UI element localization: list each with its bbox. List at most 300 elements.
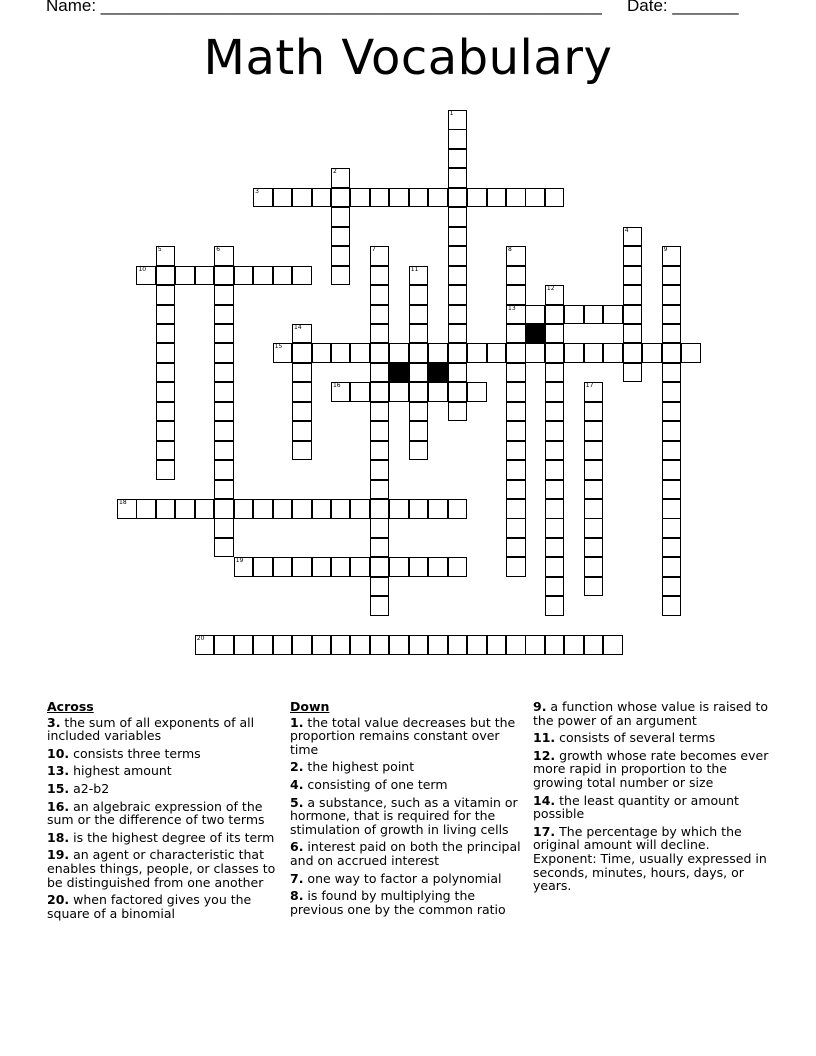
crossword-cell[interactable] — [409, 285, 429, 305]
crossword-cell[interactable] — [525, 305, 545, 325]
clue-text: one way to factor a polynomial — [303, 870, 502, 886]
crossword-cell[interactable] — [487, 343, 507, 363]
crossword-cell[interactable] — [584, 460, 604, 480]
crossword-cell[interactable] — [175, 499, 195, 519]
crossword-cell[interactable] — [662, 421, 682, 441]
crossword-cell[interactable] — [273, 343, 293, 363]
crossword-cell[interactable] — [292, 635, 312, 655]
clue-item — [290, 889, 528, 916]
date-label: Date: — [627, 0, 673, 15]
crossword-cell[interactable] — [506, 188, 526, 208]
crossword-cell[interactable] — [428, 499, 448, 519]
crossword-cell[interactable] — [292, 421, 312, 441]
clue-number: 7. — [290, 870, 304, 886]
crossword-cell[interactable] — [370, 266, 390, 286]
crossword-cell[interactable] — [409, 421, 429, 441]
crossword-cell[interactable] — [214, 441, 234, 461]
crossword-cell[interactable] — [506, 285, 526, 305]
crossword-cell[interactable] — [156, 343, 176, 363]
crossword-cell[interactable] — [331, 227, 351, 247]
crossword-cell[interactable] — [312, 499, 332, 519]
clue-item — [533, 825, 773, 893]
crossword-cell[interactable] — [603, 343, 623, 363]
crossword-cell[interactable] — [506, 480, 526, 500]
crossword-cell[interactable] — [214, 343, 234, 363]
crossword-cell[interactable] — [156, 460, 176, 480]
crossword-cell[interactable] — [409, 635, 429, 655]
crossword-cell[interactable] — [409, 324, 429, 344]
crossword-cell[interactable] — [623, 324, 643, 344]
crossword-cell[interactable] — [370, 402, 390, 422]
crossword-cell[interactable] — [156, 499, 176, 519]
crossword-cell[interactable] — [681, 343, 701, 363]
crossword-cell[interactable] — [273, 266, 293, 286]
crossword-cell[interactable] — [331, 266, 351, 286]
crossword-cell[interactable] — [662, 577, 682, 597]
crossword-cell[interactable] — [214, 363, 234, 383]
crossword-cell[interactable] — [214, 460, 234, 480]
crossword-cell[interactable] — [467, 635, 487, 655]
crossword-cell[interactable] — [370, 441, 390, 461]
crossword-cell[interactable] — [370, 557, 390, 577]
crossword-cell[interactable] — [662, 266, 682, 286]
crossword-cell[interactable] — [487, 635, 507, 655]
crossword-cell[interactable] — [409, 363, 429, 383]
clue-item — [533, 794, 773, 821]
crossword-cell[interactable] — [428, 557, 448, 577]
crossword-cell[interactable] — [545, 538, 565, 558]
crossword-cell[interactable] — [662, 324, 682, 344]
clue-text: highest amount — [69, 763, 172, 779]
crossword-cell[interactable] — [662, 363, 682, 383]
crossword-cell[interactable] — [214, 266, 234, 286]
crossword-cell[interactable] — [214, 285, 234, 305]
crossword-cell[interactable] — [409, 305, 429, 325]
clue-item — [290, 796, 528, 837]
crossword-cell[interactable] — [662, 538, 682, 558]
clue-text: the highest point — [303, 759, 415, 775]
crossword-cell[interactable] — [662, 480, 682, 500]
crossword-cell[interactable] — [584, 518, 604, 538]
crossword-cell[interactable] — [448, 129, 468, 149]
crossword-cell[interactable] — [448, 305, 468, 325]
crossword-cell[interactable] — [545, 499, 565, 519]
clue-item — [47, 747, 282, 761]
crossword-cell[interactable] — [662, 441, 682, 461]
crossword-cell[interactable] — [448, 266, 468, 286]
crossword-cell[interactable] — [370, 324, 390, 344]
crossword-cell[interactable] — [389, 188, 409, 208]
crossword-cell[interactable] — [312, 557, 332, 577]
page-title: Math Vocabulary — [203, 30, 613, 86]
crossword-cell[interactable] — [506, 538, 526, 558]
crossword-cell[interactable] — [234, 557, 254, 577]
crossword-cell[interactable] — [409, 441, 429, 461]
crossword-cell[interactable] — [448, 207, 468, 227]
black-square — [525, 324, 545, 344]
crossword-cell[interactable] — [448, 635, 468, 655]
crossword-cell[interactable] — [370, 596, 390, 616]
crossword-cell[interactable] — [370, 577, 390, 597]
crossword-cell[interactable] — [370, 421, 390, 441]
crossword-cell[interactable] — [564, 305, 584, 325]
clue-number: 17. — [533, 823, 556, 839]
crossword-cell[interactable] — [156, 324, 176, 344]
crossword-cell[interactable] — [214, 499, 234, 519]
crossword-cell[interactable] — [253, 499, 273, 519]
crossword-cell[interactable] — [506, 324, 526, 344]
crossword-cell[interactable] — [448, 402, 468, 422]
crossword-cell[interactable] — [156, 246, 176, 266]
crossword-cell[interactable] — [428, 635, 448, 655]
crossword-cell[interactable] — [273, 188, 293, 208]
crossword-cell[interactable] — [448, 227, 468, 247]
crossword-cell[interactable] — [370, 363, 390, 383]
crossword-cell[interactable] — [156, 441, 176, 461]
crossword-cell[interactable] — [506, 635, 526, 655]
crossword-cell[interactable] — [370, 538, 390, 558]
crossword-cell[interactable] — [448, 324, 468, 344]
crossword-cell[interactable] — [506, 305, 526, 325]
name-line: _____________________________________________________ — [100, 0, 602, 15]
clue-item — [290, 840, 528, 867]
crossword-cell[interactable] — [389, 382, 409, 402]
crossword-cell[interactable] — [642, 343, 662, 363]
clue-text: the total value decreases but the proportion remains constant over time — [290, 714, 516, 757]
clue-number: 3. — [47, 714, 61, 730]
crossword-cell[interactable] — [448, 382, 468, 402]
crossword-cell[interactable] — [545, 635, 565, 655]
crossword-cell[interactable] — [545, 460, 565, 480]
crossword-cell[interactable] — [584, 499, 604, 519]
crossword-cell[interactable] — [370, 285, 390, 305]
crossword-cell[interactable] — [370, 518, 390, 538]
crossword-cell[interactable] — [214, 518, 234, 538]
crossword-cell[interactable] — [409, 499, 429, 519]
clue-number: 14 — [294, 323, 302, 331]
crossword-cell[interactable] — [234, 499, 254, 519]
crossword-cell[interactable] — [467, 343, 487, 363]
crossword-cell[interactable] — [584, 402, 604, 422]
clue-number: 20 — [196, 635, 205, 643]
crossword-cell[interactable] — [428, 188, 448, 208]
crossword-cell[interactable] — [331, 207, 351, 227]
name-label: Name: — [46, 0, 101, 15]
crossword-cell[interactable] — [331, 557, 351, 577]
crossword-cell[interactable] — [448, 246, 468, 266]
crossword-cell[interactable] — [136, 499, 156, 519]
crossword-cell[interactable] — [234, 266, 254, 286]
clue-text: a substance, such as a vitamin or hormone, that is required for the stimulation of growth in living cells — [290, 794, 518, 837]
crossword-cell[interactable] — [448, 149, 468, 169]
crossword-cell[interactable] — [506, 266, 526, 286]
crossword-cell[interactable] — [584, 343, 604, 363]
clue-number: 7 — [371, 246, 376, 254]
crossword-cell[interactable] — [409, 402, 429, 422]
crossword-cell[interactable] — [214, 305, 234, 325]
crossword-cell[interactable] — [545, 285, 565, 305]
crossword-cell[interactable] — [584, 441, 604, 461]
crossword-cell[interactable] — [370, 188, 390, 208]
clue-text: the sum of all exponents of all included variables — [47, 714, 255, 744]
crossword-cell[interactable] — [506, 246, 526, 266]
crossword-cell[interactable] — [292, 557, 312, 577]
clue-number: 3 — [255, 187, 259, 195]
crossword-cell[interactable] — [603, 635, 623, 655]
crossword-cell[interactable] — [584, 577, 604, 597]
clue-text: is found by multiplying the previous one by the common ratio — [290, 888, 506, 917]
crossword-cell[interactable] — [312, 635, 332, 655]
clue-item — [290, 778, 528, 792]
clue-item — [290, 716, 528, 757]
crossword-cell[interactable] — [292, 499, 312, 519]
crossword-cell[interactable] — [662, 557, 682, 577]
crossword-cell[interactable] — [195, 635, 215, 655]
crossword-cell[interactable] — [506, 518, 526, 538]
crossword-cell[interactable] — [584, 305, 604, 325]
crossword-cell[interactable] — [156, 285, 176, 305]
crossword-cell[interactable] — [156, 382, 176, 402]
crossword-cell[interactable] — [564, 343, 584, 363]
black-square — [428, 363, 448, 383]
crossword-cell[interactable] — [487, 188, 507, 208]
crossword-cell[interactable] — [623, 343, 643, 363]
crossword-cell[interactable] — [525, 188, 545, 208]
crossword-cell[interactable] — [214, 635, 234, 655]
crossword-cell[interactable] — [350, 188, 370, 208]
crossword-cell[interactable] — [253, 557, 273, 577]
crossword-cell[interactable] — [623, 246, 643, 266]
clue-number: 20. — [47, 892, 70, 908]
crossword-cell[interactable] — [545, 382, 565, 402]
crossword-cell[interactable] — [409, 343, 429, 363]
crossword-cell[interactable] — [195, 499, 215, 519]
crossword-cell[interactable] — [506, 499, 526, 519]
clue-number: 12 — [546, 285, 555, 293]
crossword-cell[interactable] — [506, 557, 526, 577]
crossword-cell[interactable] — [350, 499, 370, 519]
crossword-cell[interactable] — [156, 402, 176, 422]
crossword-cell[interactable] — [234, 635, 254, 655]
crossword-cell[interactable] — [156, 421, 176, 441]
crossword-cell[interactable] — [312, 343, 332, 363]
crossword-cell[interactable] — [292, 266, 312, 286]
crossword-cell[interactable] — [292, 324, 312, 344]
crossword-cell[interactable] — [545, 324, 565, 344]
crossword-cell[interactable] — [506, 460, 526, 480]
crossword-cell[interactable] — [389, 499, 409, 519]
crossword-cell[interactable] — [350, 557, 370, 577]
crossword-cell[interactable] — [389, 557, 409, 577]
crossword-cell[interactable] — [214, 402, 234, 422]
clue-number: 2 — [332, 168, 337, 176]
clue-number: 1. — [290, 714, 304, 730]
crossword-cell[interactable] — [350, 382, 370, 402]
crossword-cell[interactable] — [662, 499, 682, 519]
crossword-cell[interactable] — [292, 402, 312, 422]
crossword-cell[interactable] — [467, 188, 487, 208]
crossword-cell[interactable] — [156, 305, 176, 325]
clue-number: 6 — [216, 246, 221, 254]
clue-item — [47, 716, 282, 743]
crossword-cell[interactable] — [370, 305, 390, 325]
crossword-cell[interactable] — [448, 499, 468, 519]
black-square — [389, 363, 409, 383]
crossword-cell[interactable] — [662, 518, 682, 538]
crossword-cell[interactable] — [136, 266, 156, 286]
crossword-cell[interactable] — [584, 421, 604, 441]
clue-text: consisting of one term — [303, 776, 448, 792]
crossword-cell[interactable] — [273, 557, 293, 577]
crossword-cell[interactable] — [370, 246, 390, 266]
crossword-cell[interactable] — [448, 188, 468, 208]
crossword-cell[interactable] — [195, 266, 215, 286]
crossword-cell[interactable] — [292, 343, 312, 363]
clue-number: 15. — [47, 780, 70, 796]
crossword-cell[interactable] — [350, 343, 370, 363]
crossword-cell[interactable] — [506, 382, 526, 402]
crossword-cell[interactable] — [448, 168, 468, 188]
crossword-cell[interactable] — [156, 363, 176, 383]
crossword-cell[interactable] — [584, 480, 604, 500]
crossword-cell[interactable] — [175, 266, 195, 286]
clue-number: 5 — [157, 246, 162, 254]
crossword-cell[interactable] — [350, 635, 370, 655]
crossword-cell[interactable] — [545, 577, 565, 597]
crossword-cell[interactable] — [545, 305, 565, 325]
crossword-cell[interactable] — [370, 382, 390, 402]
crossword-cell[interactable] — [214, 480, 234, 500]
crossword-cell[interactable] — [623, 266, 643, 286]
crossword-cell[interactable] — [662, 402, 682, 422]
crossword-cell[interactable] — [214, 421, 234, 441]
clue-number: 4 — [624, 226, 629, 234]
crossword-cell[interactable] — [292, 188, 312, 208]
crossword-cell[interactable] — [273, 635, 293, 655]
crossword-cell[interactable] — [545, 188, 565, 208]
crossword-cell[interactable] — [214, 324, 234, 344]
crossword-cell[interactable] — [584, 538, 604, 558]
crossword-cell[interactable] — [156, 266, 176, 286]
crossword-cell[interactable] — [623, 363, 643, 383]
crossword-cell[interactable] — [545, 557, 565, 577]
crossword-cell[interactable] — [370, 343, 390, 363]
crossword-cell[interactable] — [525, 343, 545, 363]
crossword-cell[interactable] — [623, 305, 643, 325]
clue-number: 18 — [119, 499, 127, 506]
crossword-cell[interactable] — [448, 557, 468, 577]
clue-number: 8. — [290, 888, 304, 904]
crossword-cell[interactable] — [389, 635, 409, 655]
crossword-cell[interactable] — [292, 382, 312, 402]
crossword-cell[interactable] — [331, 188, 351, 208]
clue-text: consists three terms — [69, 745, 201, 761]
crossword-cell[interactable] — [370, 460, 390, 480]
crossword-cell[interactable] — [545, 480, 565, 500]
crossword-cell[interactable] — [467, 382, 487, 402]
crossword-cell[interactable] — [603, 305, 623, 325]
crossword-cell[interactable] — [623, 285, 643, 305]
crossword-cell[interactable] — [292, 441, 312, 461]
clue-number: 2. — [290, 759, 304, 775]
crossword-cell[interactable] — [545, 518, 565, 538]
crossword-cell[interactable] — [428, 382, 448, 402]
crossword-cell[interactable] — [584, 557, 604, 577]
crossword-cell[interactable] — [662, 596, 682, 616]
crossword-cell[interactable] — [662, 460, 682, 480]
crossword-cell[interactable] — [409, 382, 429, 402]
crossword-cell[interactable] — [584, 382, 604, 402]
crossword-cell[interactable] — [506, 441, 526, 461]
crossword-cell[interactable] — [389, 343, 409, 363]
crossword-cell[interactable] — [409, 557, 429, 577]
crossword-cell[interactable] — [312, 188, 332, 208]
crossword-cell[interactable] — [506, 343, 526, 363]
crossword-cell[interactable] — [370, 499, 390, 519]
crossword-cell[interactable] — [253, 266, 273, 286]
crossword-cell[interactable] — [506, 421, 526, 441]
crossword-cell[interactable] — [214, 382, 234, 402]
crossword-cell[interactable] — [117, 499, 137, 519]
crossword-cell[interactable] — [662, 382, 682, 402]
crossword-cell[interactable] — [448, 110, 468, 130]
crossword-cell[interactable] — [623, 227, 643, 247]
crossword-cell[interactable] — [331, 382, 351, 402]
crossword-cell[interactable] — [506, 402, 526, 422]
crossword-cell[interactable] — [525, 635, 545, 655]
crossword-cell[interactable] — [273, 499, 293, 519]
crossword-cell[interactable] — [214, 246, 234, 266]
crossword-cell[interactable] — [331, 499, 351, 519]
crossword-cell[interactable] — [331, 635, 351, 655]
crossword-cell[interactable] — [292, 363, 312, 383]
crossword-cell[interactable] — [253, 635, 273, 655]
crossword-cell[interactable] — [545, 402, 565, 422]
crossword-cell[interactable] — [331, 343, 351, 363]
crossword-cell[interactable] — [545, 421, 565, 441]
crossword-cell[interactable] — [545, 363, 565, 383]
clue-number: 19 — [235, 557, 244, 565]
crossword-cell[interactable] — [214, 538, 234, 558]
crossword-cell[interactable] — [662, 285, 682, 305]
crossword-cell[interactable] — [409, 188, 429, 208]
crossword-cell[interactable] — [564, 635, 584, 655]
crossword-cell[interactable] — [448, 285, 468, 305]
crossword-cell[interactable] — [506, 363, 526, 383]
crossword-cell[interactable] — [370, 480, 390, 500]
crossword-cell[interactable] — [409, 266, 429, 286]
clue-number: 11. — [533, 730, 556, 746]
crossword-cell[interactable] — [331, 168, 351, 188]
crossword-cell[interactable] — [448, 343, 468, 363]
crossword-cell[interactable] — [253, 188, 273, 208]
clue-item — [47, 800, 282, 827]
crossword-cell[interactable] — [545, 441, 565, 461]
crossword-cell[interactable] — [545, 343, 565, 363]
crossword-cell[interactable] — [331, 246, 351, 266]
crossword-cell[interactable] — [448, 363, 468, 383]
crossword-cell[interactable] — [584, 635, 604, 655]
clue-number: 18. — [47, 829, 70, 845]
crossword-cell[interactable] — [428, 343, 448, 363]
crossword-cell[interactable] — [662, 246, 682, 266]
down-heading: Down — [290, 699, 330, 714]
crossword-cell[interactable] — [662, 305, 682, 325]
crossword-cell[interactable] — [545, 596, 565, 616]
crossword-cell[interactable] — [662, 343, 682, 363]
clue-item — [290, 760, 528, 774]
crossword-cell[interactable] — [370, 635, 390, 655]
